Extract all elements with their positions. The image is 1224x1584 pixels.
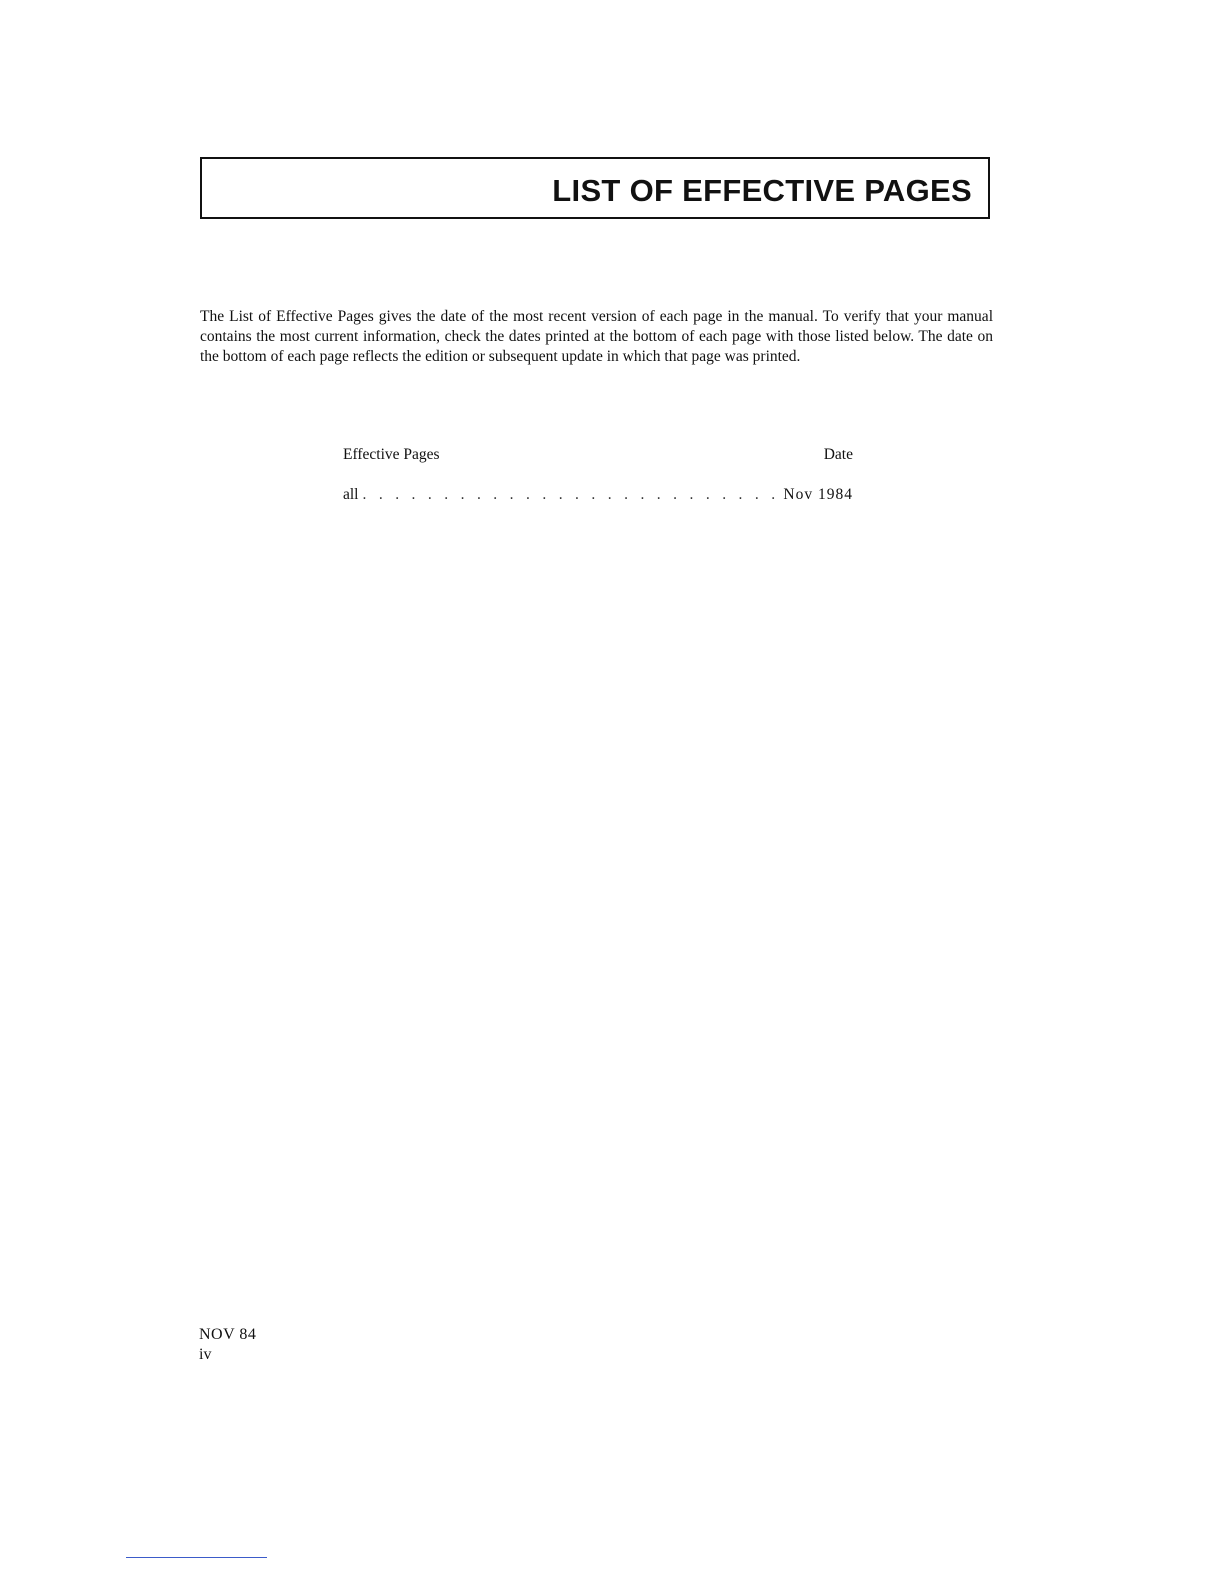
page-title: LIST OF EFFECTIVE PAGES bbox=[552, 173, 972, 208]
page-footer bbox=[199, 1325, 256, 1365]
effective-pages-table bbox=[343, 444, 853, 506]
row-pages: all bbox=[343, 486, 359, 503]
column-header-date: Date bbox=[823, 446, 853, 463]
footer-date: NOV 84 bbox=[199, 1326, 257, 1343]
table-header bbox=[343, 444, 853, 466]
bottom-rule bbox=[126, 1557, 267, 1558]
intro-paragraph: The List of Effective Pages gives the date of the most recent version of each page in the manual. To verify that your manual contains the most current information, check the dates printed at the bottom of each page with those listed below. The date on the bottom of each page reflects the edition or subsequent update in which that page was printed. bbox=[200, 308, 993, 365]
dot-leader bbox=[363, 484, 781, 506]
title-box bbox=[200, 157, 990, 219]
row-date: Nov 1984 bbox=[783, 486, 853, 503]
footer-page-number: iv bbox=[199, 1346, 212, 1363]
table-row bbox=[343, 484, 853, 506]
column-header-effective-pages: Effective Pages bbox=[343, 446, 440, 463]
